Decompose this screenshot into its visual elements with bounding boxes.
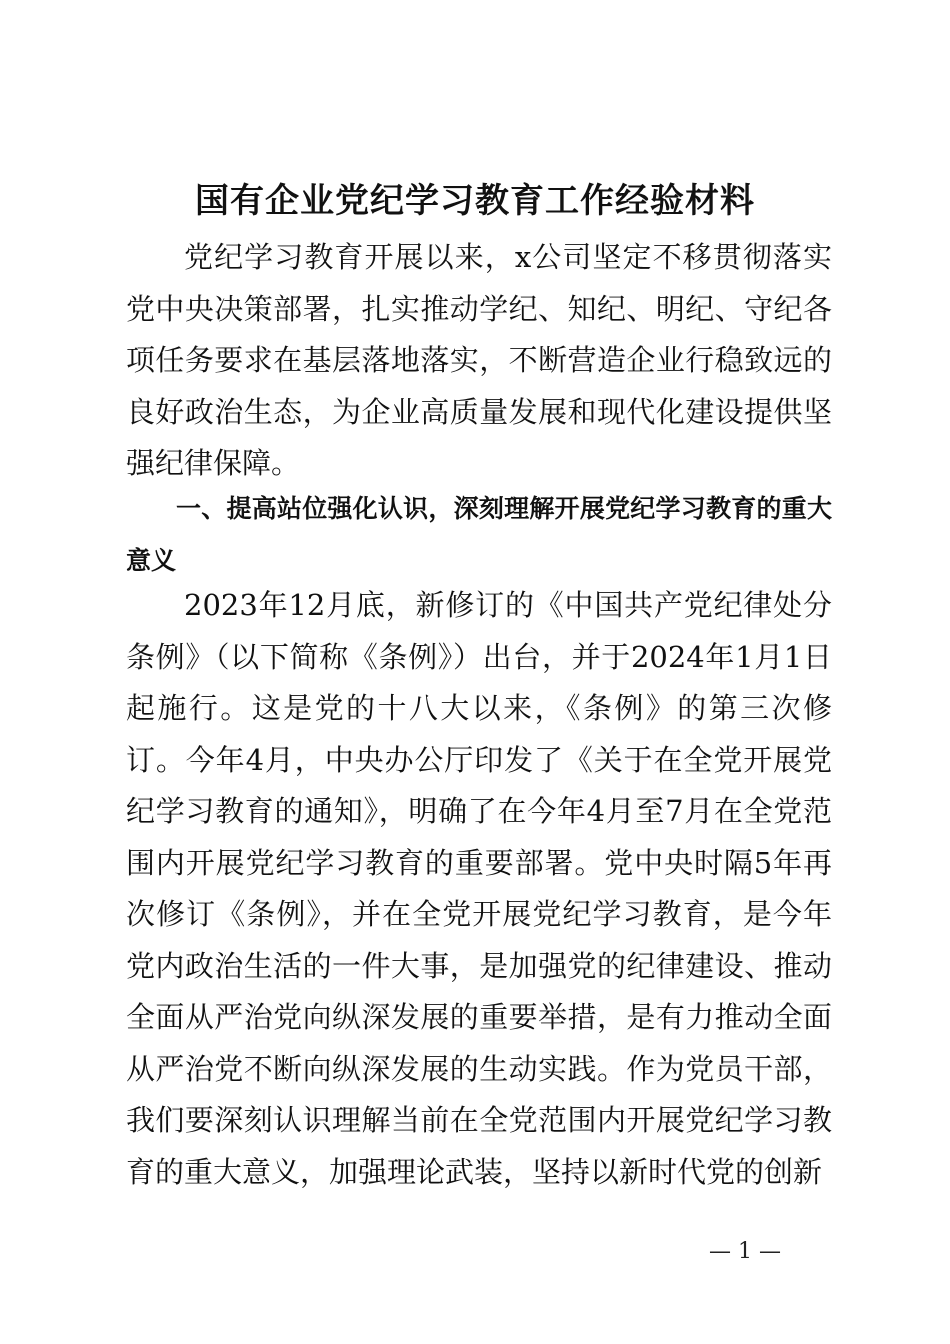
document-title: 国有企业党纪学习教育工作经验材料 [195, 181, 755, 221]
section-1-paragraph: 2023年12月底，新修订的《中国共产党纪律处分条例》（以下简称《条例》）出台，并于2024年1月1日起施行。这是党的十八大以来，《条例》的第三次修订。今年4月，中央办公厅印发了《关于在全党开展党纪学习教育的通知》，明确了在今年4月至7月在全党范围内开展党纪学习教育的重要部署。党中央时隔5年再次修订《条例》，并在全党开展党纪学习教育，是今年党内政治生活的一件大事，是加强党的纪律建设、推动全面从严治党向纵深发展的重要举措，是有力推动全面从严治党不断向纵深发展的生动实践。作为党员干部，我们要深刻认识理解当前在全党范围内开展党纪学习教育的重大意义，加强理论武装，坚持以新时代党的创新 [126, 588, 832, 1189]
intro-paragraph: 党纪学习教育开展以来，x公司坚定不移贯彻落实党中央决策部署，扎实推动学纪、知纪、明纪、守纪各项任务要求在基层落地落实，不断营造企业行稳致远的良好政治生态，为企业高质量发展和现代化建设提供坚强纪律保障。 [126, 240, 832, 480]
section-heading-1: 一、提高站位强化认识，深刻理解开展党纪学习教育的重大意义 [126, 494, 832, 575]
page-number: — 1 — [709, 1239, 781, 1264]
